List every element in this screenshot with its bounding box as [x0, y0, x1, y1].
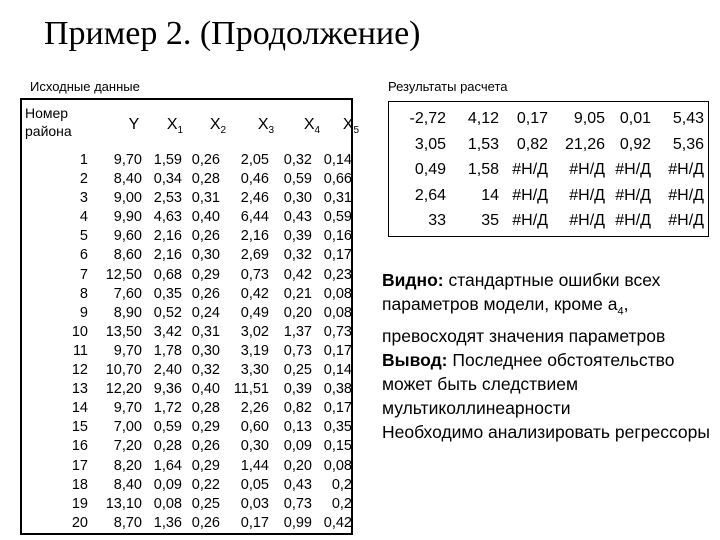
seen-text-2: , превосходят значения параметров	[382, 294, 666, 346]
table-cell: 2,69	[240, 247, 269, 264]
table-cell: 0,46	[240, 171, 269, 188]
table-cell: 0,34	[153, 171, 182, 188]
table-row	[22, 495, 351, 514]
table-cell: 8,40	[113, 476, 142, 493]
table-cell: 15	[71, 419, 88, 436]
table-cell: 0,14	[323, 152, 352, 168]
table-cell: 0,08	[323, 285, 352, 302]
table-cell: 1	[79, 152, 88, 168]
table-row	[22, 418, 351, 437]
header-x1: $X_1$	[166, 116, 184, 137]
table-cell: 9,00	[113, 190, 142, 207]
table-cell: 0,17	[323, 400, 352, 417]
results-row	[389, 132, 708, 158]
table-cell: 0,16	[323, 228, 352, 245]
results-cell: 5,36	[672, 135, 704, 153]
table-cell: 0,25	[191, 495, 220, 512]
table-cell: 0,15	[323, 438, 352, 455]
table-cell: 0,31	[323, 190, 352, 207]
input-data-caption: Исходные данные	[30, 79, 140, 94]
table-cell: 10,70	[105, 362, 142, 379]
table-cell: 0,66	[323, 171, 352, 188]
results-cell: 0,49	[414, 161, 446, 178]
table-cell: 0,03	[240, 495, 269, 512]
table-row	[22, 227, 351, 246]
table-cell: 18	[71, 476, 88, 493]
table-cell: 13,50	[105, 323, 142, 340]
table-cell: 0,14	[323, 362, 352, 379]
table-cell: 19	[71, 495, 88, 512]
table-cell: 0,24	[191, 304, 220, 321]
results-cell: 0,82	[516, 135, 548, 153]
table-cell: 9,70	[113, 342, 142, 359]
table-cell: 0,08	[323, 304, 352, 321]
table-cell: 1,64	[153, 457, 182, 474]
conclusion-text	[382, 268, 712, 444]
table-cell: 8,70	[113, 514, 142, 531]
table-cell: 8	[79, 285, 88, 302]
results-cell: #Н/Д	[512, 212, 548, 229]
table-row	[22, 246, 351, 265]
results-cell: 2,64	[414, 186, 446, 204]
table-row	[22, 457, 351, 476]
header-x2: $X_2$	[209, 116, 227, 137]
results-cell: #Н/Д	[512, 161, 548, 178]
table-cell: 8,40	[113, 171, 142, 188]
table-cell: 0,73	[283, 342, 312, 359]
table-cell: 0,08	[153, 495, 182, 512]
table-cell: 0,30	[191, 247, 220, 264]
table-cell: 13	[71, 381, 88, 398]
table-cell: 3	[79, 190, 88, 207]
table-row	[22, 170, 351, 189]
results-cell: 5,43	[672, 110, 704, 127]
header-region-number: Номер района	[25, 105, 72, 139]
table-cell: 0,31	[191, 190, 220, 207]
table-cell: 6	[79, 247, 88, 264]
table-row	[22, 208, 351, 227]
table-cell: 0,09	[153, 476, 182, 493]
table-cell: 1,36	[153, 514, 182, 531]
table-cell: 0,17	[323, 247, 352, 264]
table-cell: 0,29	[191, 419, 220, 436]
results-cell: #Н/Д	[512, 186, 548, 204]
table-cell: 0,26	[191, 514, 220, 531]
table-cell: 0,42	[323, 514, 352, 531]
table-cell: 0,39	[283, 228, 312, 245]
table-cell: 0,43	[283, 209, 312, 226]
seen-label: Видно:	[382, 270, 444, 290]
table-cell: 0,32	[191, 362, 220, 379]
results-cell: 1,53	[467, 135, 499, 153]
table-cell: 0,17	[240, 514, 269, 531]
table-cell: 2,53	[153, 190, 182, 207]
table-cell: 0,32	[283, 247, 312, 264]
table-cell: 0,26	[191, 285, 220, 302]
table-cell: 0,42	[240, 285, 269, 302]
table-row	[22, 380, 351, 399]
table-cell: 11,51	[233, 381, 269, 398]
results-row	[389, 183, 708, 209]
table-row	[22, 285, 351, 304]
table-cell: 0,35	[153, 285, 182, 302]
table-cell: 9	[79, 304, 88, 321]
results-cell: 0,92	[619, 135, 651, 153]
table-cell: 2,16	[153, 228, 182, 245]
table-row	[22, 189, 351, 208]
table-cell: 0,26	[191, 228, 220, 245]
table-cell: 13,10	[105, 495, 142, 512]
table-row	[22, 437, 351, 456]
table-cell: 0,05	[240, 476, 269, 493]
table-cell: 0,73	[240, 266, 269, 283]
conclusion-body: Последнее обстоятельство может быть следствием мультиколлинеарности	[382, 349, 675, 418]
results-cell: #Н/Д	[668, 161, 704, 178]
table-cell: 11	[72, 342, 88, 359]
table-cell: 0,25	[283, 362, 312, 379]
table-cell: 9,70	[113, 152, 142, 168]
table-cell: 5	[79, 228, 88, 245]
table-cell: 0,2	[331, 476, 352, 493]
table-cell: 2,46	[240, 190, 269, 207]
table-cell: 0,20	[283, 457, 312, 474]
table-cell: 0,29	[191, 457, 220, 474]
seen-text-1: стандартные ошибки всех параметров модели, кроме а	[382, 270, 661, 314]
header-x5: $X_5$	[342, 116, 360, 137]
table-cell: 0,13	[283, 419, 312, 436]
table-cell: 3,42	[153, 323, 182, 340]
table-cell: 2	[79, 171, 88, 188]
results-cell: #Н/Д	[615, 186, 651, 204]
table-cell: 0,28	[191, 400, 220, 417]
table-cell: 0,23	[323, 266, 352, 283]
table-cell: 2,05	[240, 152, 269, 168]
table-cell: 8,20	[113, 457, 142, 474]
table-cell: 7,20	[113, 438, 142, 455]
table-cell: 9,70	[113, 400, 142, 417]
results-row	[389, 106, 708, 132]
table-cell: 0,43	[283, 476, 312, 493]
table-cell: 8,60	[113, 247, 142, 264]
header-x3: $X_3$	[257, 116, 275, 137]
table-cell: 0,73	[283, 495, 312, 512]
table-cell: 1,37	[283, 323, 312, 340]
table-cell: 0,30	[283, 190, 312, 207]
table-cell: 1,59	[153, 152, 182, 168]
table-row	[22, 304, 351, 323]
table-row	[22, 399, 351, 418]
table-cell: 16	[71, 438, 88, 455]
table-cell: 0,21	[283, 285, 312, 302]
table-cell: 7,00	[113, 419, 142, 436]
table-row	[22, 323, 351, 342]
header-x4: $X_4$	[303, 116, 321, 137]
results-cell: 35	[481, 212, 499, 229]
table-cell: 12	[71, 362, 88, 379]
results-cell: #Н/Д	[615, 212, 651, 229]
table-cell: 0,40	[191, 381, 220, 398]
table-cell: 0,30	[240, 438, 269, 455]
results-cell: 14	[481, 186, 499, 204]
table-cell: 2,26	[240, 400, 269, 417]
table-row	[22, 342, 351, 361]
results-cell: -2,72	[409, 110, 446, 127]
results-table	[388, 101, 709, 237]
table-cell: 1,78	[153, 342, 182, 359]
table-cell: 0,31	[191, 323, 220, 340]
table-cell: 0,40	[191, 209, 220, 226]
table-cell: 1,44	[240, 457, 269, 474]
results-cell: #Н/Д	[668, 212, 704, 229]
table-cell: 0,60	[240, 419, 269, 436]
table-cell: 2,16	[240, 228, 269, 245]
table-cell: 3,30	[240, 362, 269, 379]
header-y: Y	[128, 116, 140, 133]
table-cell: 0,08	[323, 457, 352, 474]
table-cell: 0,22	[191, 476, 220, 493]
results-cell: 0,17	[516, 110, 548, 127]
results-cell: 0,01	[619, 110, 651, 127]
table-cell: 0,49	[240, 304, 269, 321]
table-cell: 0,28	[191, 171, 220, 188]
table-cell: 10	[71, 323, 88, 340]
table-cell: 0,32	[283, 152, 312, 168]
results-cell: 3,05	[414, 135, 446, 153]
page-title: Пример 2. (Продолжение)	[44, 15, 421, 52]
table-cell: 9,60	[113, 228, 142, 245]
table-cell: 2,16	[153, 247, 182, 264]
table-row	[22, 266, 351, 285]
input-data-rows	[22, 151, 351, 533]
table-cell: 8,90	[113, 304, 142, 321]
table-cell: 2,40	[153, 362, 182, 379]
table-cell: 4	[79, 209, 88, 226]
table-cell: 0,28	[153, 438, 182, 455]
input-data-table	[20, 98, 360, 535]
results-cell: 33	[428, 212, 446, 229]
table-cell: 0,38	[323, 381, 352, 398]
table-cell: 0,82	[283, 400, 312, 417]
table-cell: 0,29	[191, 266, 220, 283]
table-cell: 0,42	[283, 266, 312, 283]
results-cell: #Н/Д	[569, 186, 605, 204]
table-cell: 0,59	[283, 171, 312, 188]
results-row	[389, 157, 708, 183]
table-cell: 9,90	[113, 209, 142, 226]
table-cell: 0,20	[283, 304, 312, 321]
table-cell: 0,39	[283, 381, 312, 398]
table-cell: 0,52	[153, 304, 182, 321]
table-row	[22, 361, 351, 380]
table-cell: 0,59	[153, 419, 182, 436]
table-cell: 0,26	[191, 152, 220, 168]
results-cell: #Н/Д	[569, 212, 605, 229]
table-cell: 0,26	[191, 438, 220, 455]
table-cell: 1,72	[153, 400, 182, 417]
table-cell: 0,68	[153, 266, 182, 283]
table-cell: 0,09	[283, 438, 312, 455]
conclusion-label: Вывод:	[382, 349, 448, 370]
table-cell: 20	[71, 514, 88, 531]
table-cell: 0,30	[191, 342, 220, 359]
table-row	[22, 514, 351, 533]
table-cell: 17	[71, 457, 88, 474]
seen-subscript: 4	[617, 305, 624, 318]
table-cell: 3,19	[240, 342, 269, 359]
results-cell: #Н/Д	[569, 161, 605, 178]
table-cell: 0,35	[323, 419, 352, 436]
table-cell: 0,17	[323, 342, 352, 359]
table-cell: 9,36	[153, 381, 182, 398]
table-cell: 6,44	[240, 209, 269, 226]
table-cell: 3,02	[240, 323, 269, 340]
table-cell: 14	[71, 400, 88, 417]
table-cell: 7	[79, 266, 88, 283]
results-cell: 9,05	[573, 110, 605, 127]
table-row	[22, 151, 351, 170]
table-cell: 12,50	[105, 266, 142, 283]
table-cell: 0,73	[323, 323, 352, 340]
table-cell: 0,99	[283, 514, 312, 531]
results-cell: 4,12	[467, 110, 499, 127]
table-cell: 12,20	[105, 381, 142, 398]
table-cell: 0,59	[323, 209, 352, 226]
results-caption: Результаты расчета	[388, 79, 508, 94]
results-cell: 21,26	[564, 135, 605, 153]
table-cell: 7,60	[113, 285, 142, 302]
results-cell: 1,58	[467, 161, 499, 178]
advice-text: Необходимо анализировать регрессоры	[382, 421, 710, 442]
table-cell: 4,63	[153, 209, 182, 226]
table-row	[22, 476, 351, 495]
table-cell: 0,2	[331, 495, 352, 512]
results-row	[389, 208, 708, 234]
results-cell: #Н/Д	[615, 161, 651, 178]
results-cell: #Н/Д	[668, 186, 704, 204]
